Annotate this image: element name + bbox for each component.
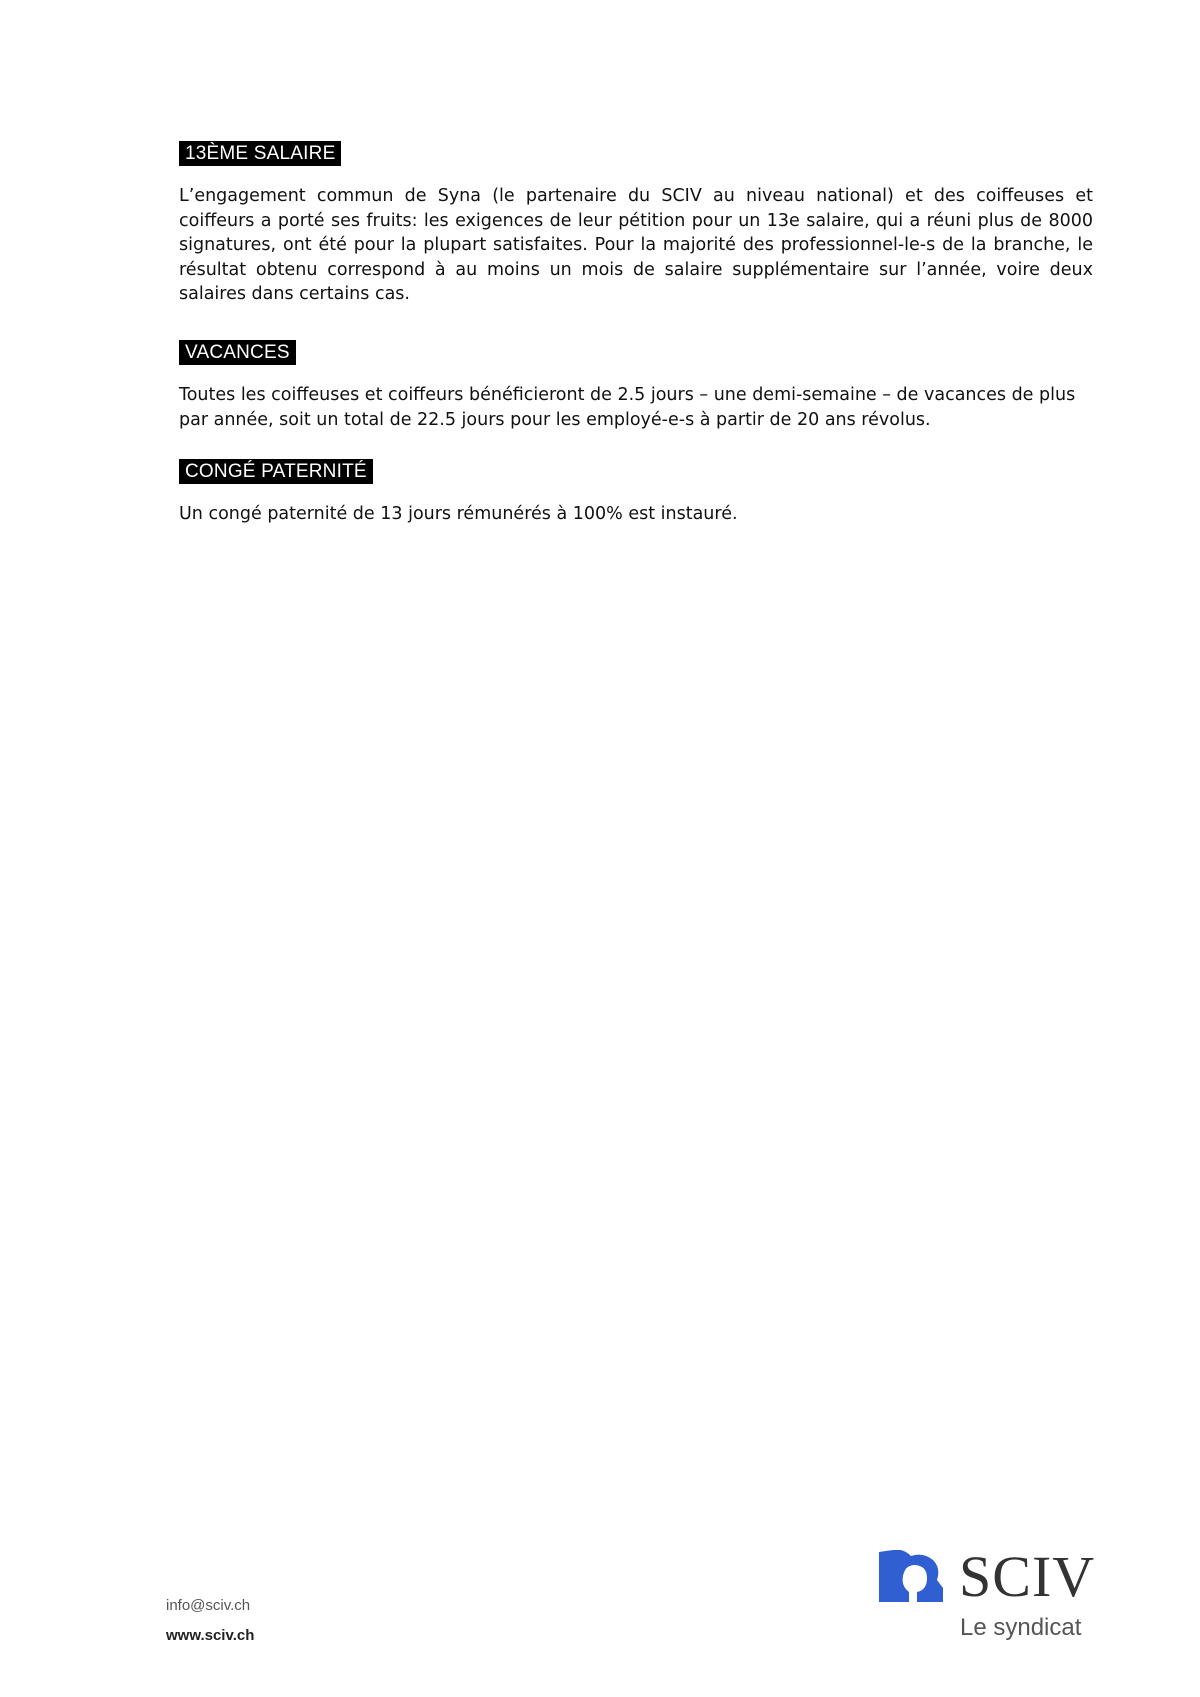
footer-email-link[interactable]: info@sciv.ch [166,1597,251,1614]
logo-name: SCIV [959,1544,1096,1609]
section-heading: CONGÉ PATERNITÉ [179,459,373,484]
footer-website-link[interactable]: www.sciv.ch [166,1627,255,1644]
section-body: Toutes les coiffeuses et coiffeurs bénéficieront de 2.5 jours – une demi-semaine – de vacances de plus par année, soit un total de 22.5 jours pour les employé-e-s à partir de 20 ans révolus. [179,385,1076,430]
section-heading: 13ÈME SALAIRE [179,141,341,166]
section-heading: VACANCES [179,340,296,365]
sciv-logo [879,1544,1099,1650]
section-body: Un congé paternité de 13 jours rémunérés à 100% est instauré. [179,504,738,524]
sciv-logo-mark-icon [879,1550,943,1602]
logo-tagline: Le syndicat [960,1614,1082,1641]
footer-contact [166,1596,254,1646]
logo-mark-shape [879,1550,943,1602]
section-13eme-salaire [179,141,1093,307]
section-conge-paternite [179,459,1093,527]
section-vacances [179,340,1093,432]
section-body: L’engagement commun de Syna (le partenaire du SCIV au niveau national) et des coiffeuses et coiffeurs a porté ses fruits: les exigences de leur pétition pour un 13e salaire, qui a réuni plus de 8000 signatures, ont été pour la plupart satisfaites. Pour la majorité des professionnel-le-s de la branche, le résultat obtenu correspond à au moins un mois de salaire supplémentaire sur l’année, voire deux salaires dans certains cas. [179,186,1093,304]
